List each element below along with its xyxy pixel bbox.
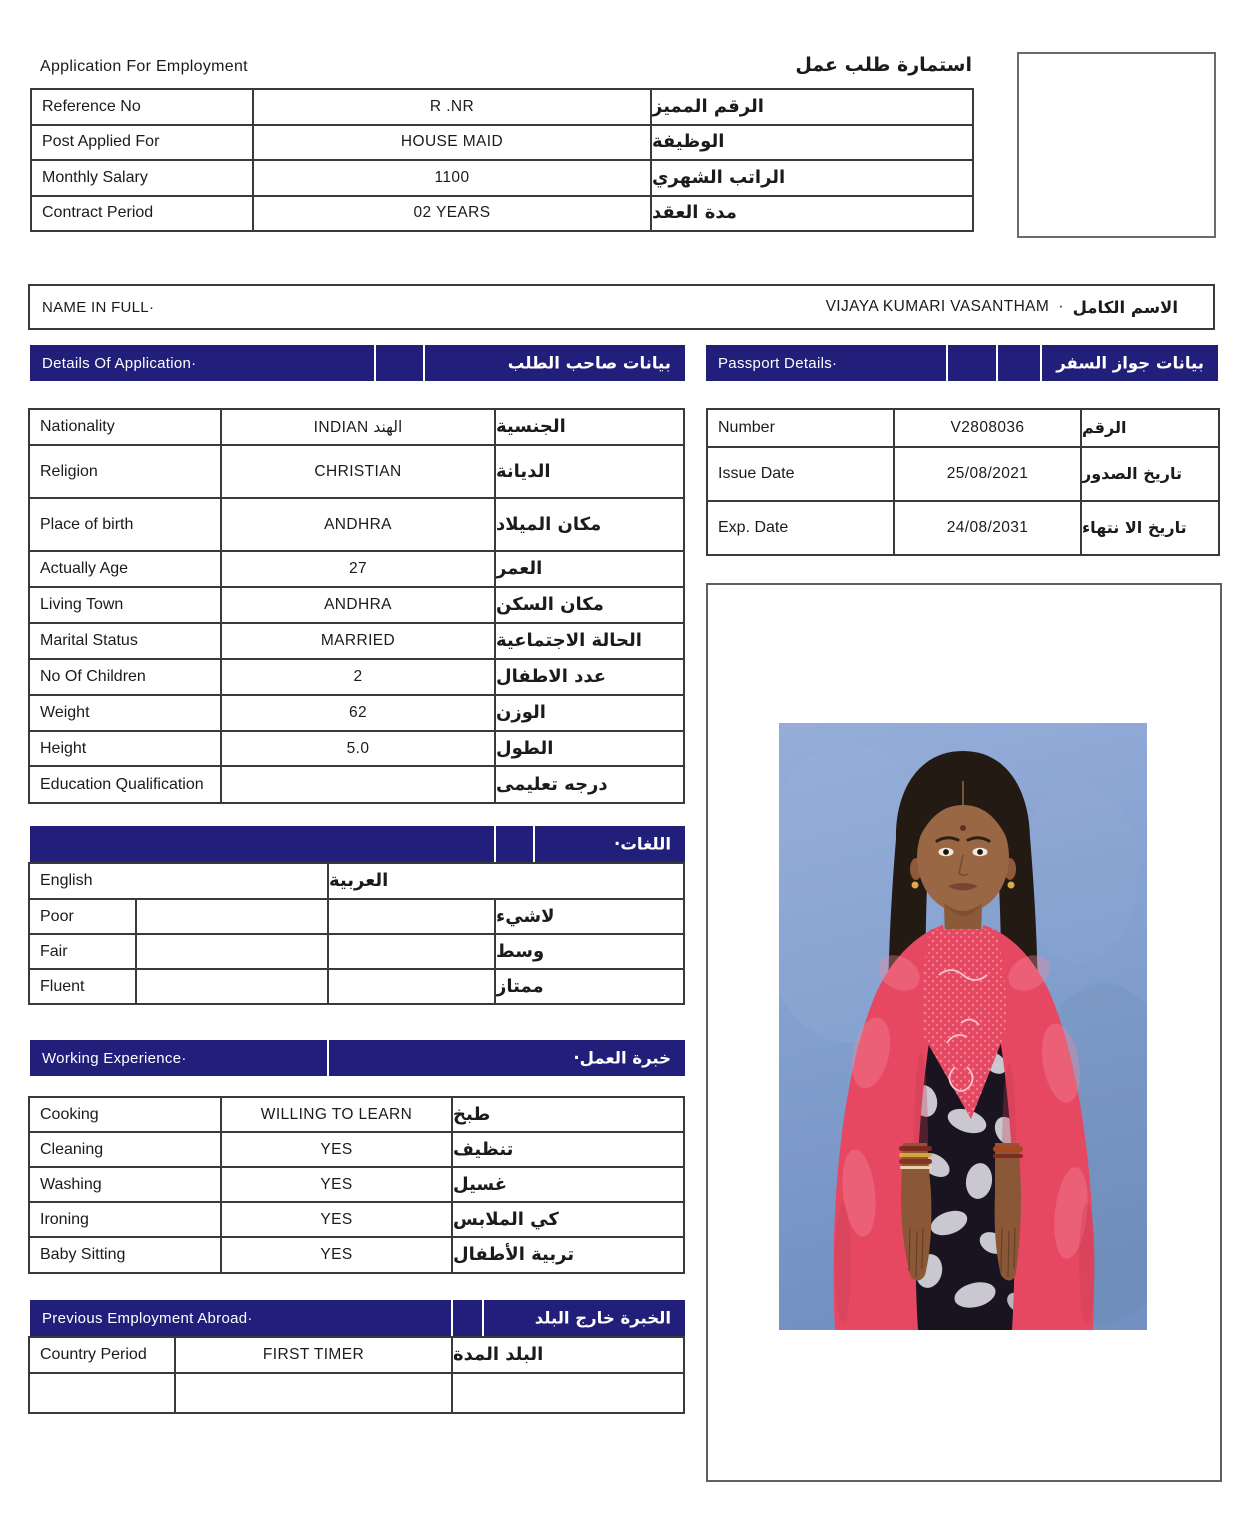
skill-label: Washing [28, 1166, 220, 1201]
field-label: Living Town [28, 586, 220, 622]
level-cell [135, 898, 327, 933]
field-label: Post Applied For [30, 124, 252, 160]
skill-label-ar: تنظيف [451, 1131, 683, 1166]
field-value: HOUSE MAID [252, 124, 650, 160]
field-value: MARRIED [220, 622, 494, 658]
bar-divider [451, 1300, 453, 1336]
field-value: 1100 [252, 159, 650, 195]
field-value [220, 765, 494, 802]
previous-value [174, 1372, 451, 1412]
skill-value: YES [220, 1201, 451, 1236]
skill-label-ar: تربية الأطفال [451, 1236, 683, 1272]
details-table [28, 408, 685, 804]
field-label: Exp. Date [706, 500, 893, 554]
field-label-ar: الجنسية [494, 408, 683, 444]
name-separator: · [1058, 298, 1064, 315]
experience-header-en: Working Experience· [42, 1049, 187, 1067]
field-label-ar: الرقم المميز [650, 88, 972, 124]
skill-label-ar: غسيل [451, 1166, 683, 1201]
skill-label: Cleaning [28, 1131, 220, 1166]
skill-value: YES [220, 1166, 451, 1201]
applicant-photo [779, 723, 1147, 1330]
skill-label: Ironing [28, 1201, 220, 1236]
level-label-ar: ممتاز [494, 968, 683, 1003]
photo-placeholder-box [1017, 52, 1216, 238]
field-label: No Of Children [28, 658, 220, 694]
earring [912, 882, 919, 889]
field-label-ar: الحالة الاجتماعية [494, 622, 683, 658]
field-label: Marital Status [28, 622, 220, 658]
skill-label: Baby Sitting [28, 1236, 220, 1272]
field-value: 02 YEARS [252, 195, 650, 231]
field-label-ar: مكان السكن [494, 586, 683, 622]
passport-table [706, 408, 1220, 556]
name-label-ar: الاسم الكامل [1072, 297, 1178, 317]
field-label: Place of birth [28, 497, 220, 550]
field-value: ANDHRA [220, 586, 494, 622]
details-header-ar: بيانات صاحب الطلب [507, 353, 671, 373]
field-label-ar: مدة العقد [650, 195, 972, 231]
field-label-ar: العمر [494, 550, 683, 586]
field-label-ar: عدد الاطفال [494, 658, 683, 694]
name-value-group [826, 298, 1178, 317]
field-label: Education Qualification [28, 765, 220, 802]
details-header-bar [30, 345, 685, 381]
field-value: R .NR [252, 88, 650, 124]
field-label-ar: الرقم [1080, 408, 1218, 446]
languages-header-bar [30, 826, 685, 862]
level-label: Fair [28, 933, 135, 968]
field-label: Actually Age [28, 550, 220, 586]
field-label-ar: درجه تعليمى [494, 765, 683, 802]
previous-table [28, 1336, 685, 1414]
passport-header-bar [706, 345, 1218, 381]
form-title-en: Application For Employment [40, 58, 248, 75]
field-label: Reference No [30, 88, 252, 124]
level-label: Fluent [28, 968, 135, 1003]
field-label: Issue Date [706, 446, 893, 500]
languages-header-ar: اللغات· [614, 834, 671, 854]
field-value: 24/08/2031 [893, 500, 1080, 554]
bar-divider [533, 826, 535, 862]
languages-english-row [28, 862, 685, 900]
previous-label: Country Period [28, 1336, 174, 1372]
top-info-table [30, 88, 974, 232]
previous-label-ar: البلد المدة [451, 1336, 683, 1372]
field-label-ar: تاريخ الا نتهاء [1080, 500, 1218, 554]
experience-table [28, 1096, 685, 1274]
bar-divider [1040, 345, 1042, 381]
level-cell [327, 898, 494, 933]
field-value: V2808036 [893, 408, 1080, 446]
skill-label-ar: كي الملابس [451, 1201, 683, 1236]
field-label: Monthly Salary [30, 159, 252, 195]
field-label: Number [706, 408, 893, 446]
field-value: 62 [220, 694, 494, 730]
previous-label [28, 1372, 174, 1412]
skill-value: YES [220, 1236, 451, 1272]
passport-header-ar: بيانات جواز السفر [1056, 353, 1204, 373]
skill-value: WILLING TO LEARN [220, 1096, 451, 1131]
field-value: INDIAN الهند [220, 408, 494, 444]
bar-divider [996, 345, 998, 381]
bar-divider [494, 826, 496, 862]
name-label-en: NAME IN FULL· [42, 298, 155, 316]
field-value: 27 [220, 550, 494, 586]
field-label-ar: الراتب الشهري [650, 159, 972, 195]
bindi [960, 825, 966, 831]
level-label: Poor [28, 898, 135, 933]
level-cell [327, 933, 494, 968]
language-label-ar: العربية [327, 862, 683, 898]
level-label-ar: لاشيء [494, 898, 683, 933]
passport-header-en: Passport Details· [718, 354, 838, 372]
field-value: CHRISTIAN [220, 444, 494, 497]
bar-divider [327, 1040, 329, 1076]
level-cell [327, 968, 494, 1003]
level-cell [135, 933, 327, 968]
field-value: 5.0 [220, 730, 494, 765]
skill-label: Cooking [28, 1096, 220, 1131]
experience-header-ar: خبرة العمل· [573, 1048, 671, 1068]
name-row [28, 284, 1215, 330]
previous-header-en: Previous Employment Abroad· [42, 1309, 253, 1327]
field-value: 2 [220, 658, 494, 694]
bar-divider [946, 345, 948, 381]
field-label-ar: الوزن [494, 694, 683, 730]
form-title-ar: استمارة طلب عمل [795, 54, 972, 76]
field-label-ar: الطول [494, 730, 683, 765]
earring [1008, 882, 1015, 889]
field-label: Religion [28, 444, 220, 497]
previous-value: FIRST TIMER [174, 1336, 451, 1372]
full-name-value: VIJAYA KUMARI VASANTHAM [825, 298, 1050, 315]
bar-divider [482, 1300, 484, 1336]
level-cell [135, 968, 327, 1003]
field-label: Height [28, 730, 220, 765]
previous-header-ar: الخبرة خارج البلد [534, 1308, 671, 1328]
language-label: English [28, 862, 327, 898]
skill-value: YES [220, 1131, 451, 1166]
details-header-en: Details Of Application· [42, 354, 197, 372]
field-label-ar: مكان الميلاد [494, 497, 683, 550]
languages-levels-table [28, 898, 685, 1005]
experience-header-bar [30, 1040, 685, 1076]
field-label: Weight [28, 694, 220, 730]
field-label-ar: الديانة [494, 444, 683, 497]
field-label-ar: تاريخ الصدور [1080, 446, 1218, 500]
previous-label-ar [451, 1372, 683, 1412]
level-label-ar: وسط [494, 933, 683, 968]
field-label: Contract Period [30, 195, 252, 231]
field-label: Nationality [28, 408, 220, 444]
field-value: 25/08/2021 [893, 446, 1080, 500]
field-label-ar: الوظيفة [650, 124, 972, 160]
previous-header-bar [30, 1300, 685, 1336]
skill-label-ar: طبخ [451, 1096, 683, 1131]
field-value: ANDHRA [220, 497, 494, 550]
right-bangles [993, 1146, 1023, 1158]
bar-divider [423, 345, 425, 381]
bar-divider [374, 345, 376, 381]
